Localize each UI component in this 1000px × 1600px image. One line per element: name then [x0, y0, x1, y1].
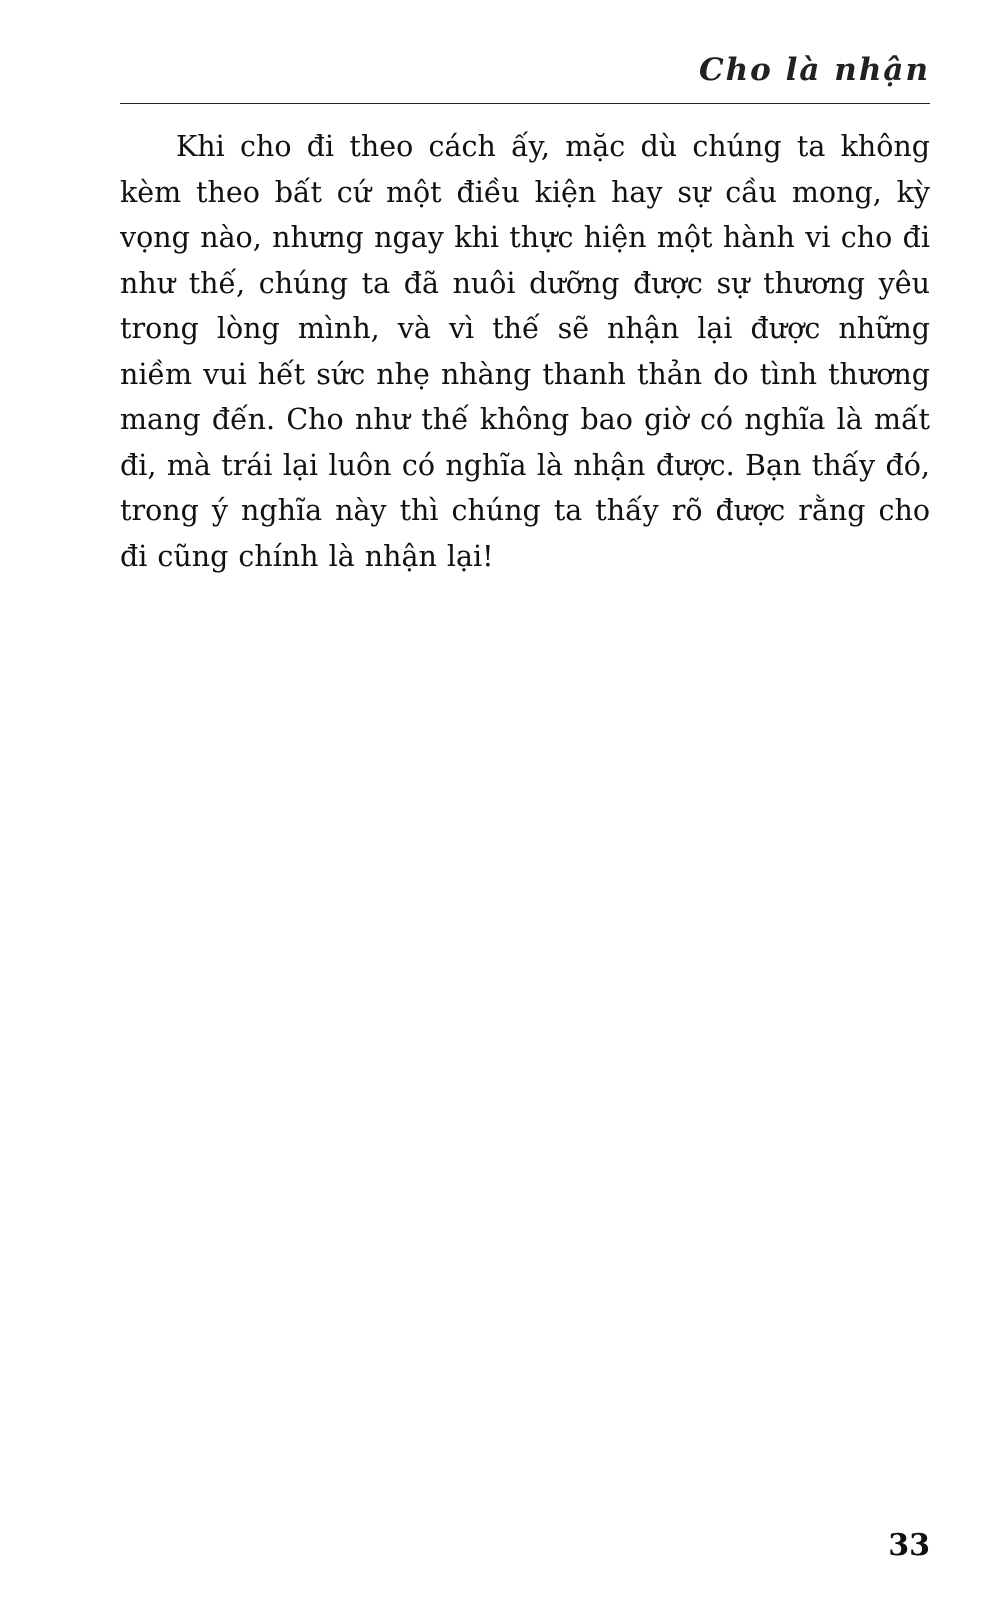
header-divider	[120, 103, 930, 104]
page-number: 33	[888, 1528, 930, 1563]
running-title: Cho là nhận	[698, 52, 930, 88]
body-paragraph: Khi cho đi theo cách ấy, mặc dù chúng ta không kèm theo bất cứ một điều kiện hay sự cầu mong, kỳ vọng nào, nhưng ngay khi thực hiện một hành vi cho đi như thế, chúng ta đã nuôi dưỡng được sự thương yêu trong lòng mình, và vì thế sẽ nhận lại được những niềm vui hết sức nhẹ nhàng thanh thản do tình thương mang đến. Cho như thế không bao giờ có nghĩa là mất đi, mà trái lại luôn có nghĩa là nhận được. Bạn thấy đó, trong ý nghĩa này thì chúng ta thấy rõ được rằng cho đi cũng chính là nhận lại!	[120, 130, 930, 573]
